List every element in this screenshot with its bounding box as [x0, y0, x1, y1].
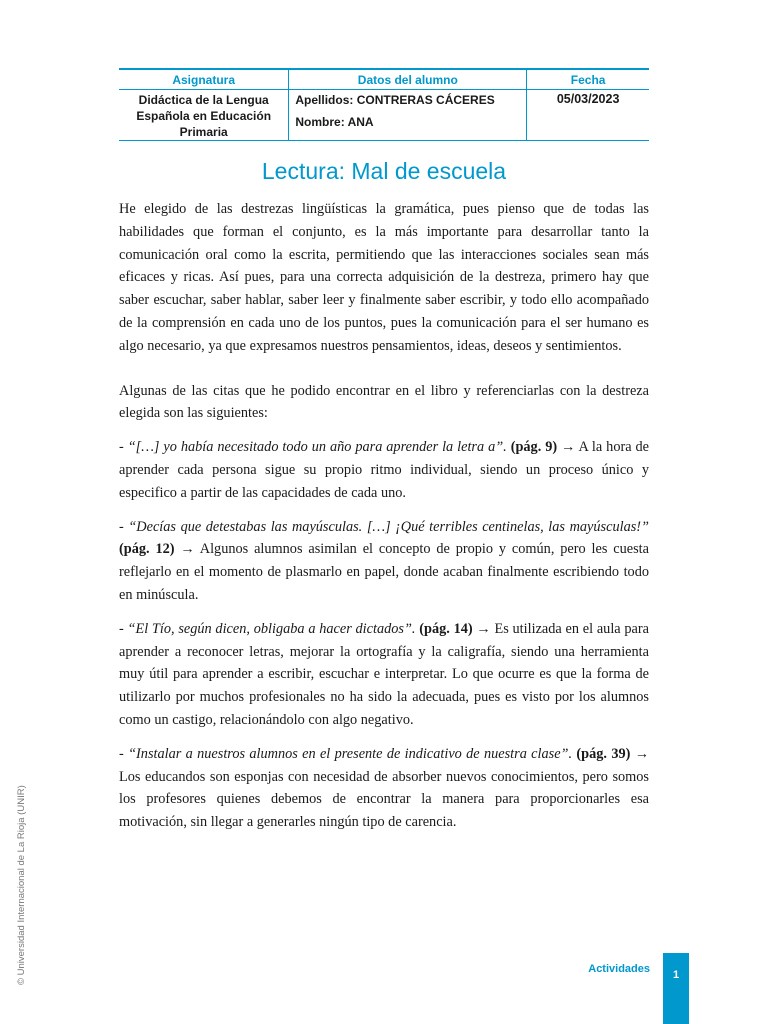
subject-column-header: Asignatura	[119, 69, 289, 90]
assignment-header-table	[119, 68, 649, 141]
citation-quote: “El Tío, según dicen, obligaba a hacer dictados”.	[127, 620, 416, 637]
citation-item	[119, 743, 649, 834]
citation-comment: → A la hora de aprender cada persona sigue su propio ritmo individual, siendo un proceso único y especifico a partir de las capacidades de cada uno.	[119, 439, 650, 501]
citation-dash: -	[119, 518, 129, 535]
citation-item	[119, 516, 649, 607]
citation-quote: “[…] yo había necesitado todo un año para aprender la letra a”.	[127, 439, 507, 456]
citation-page-ref: (pág. 14)	[419, 620, 473, 637]
citation-item	[119, 436, 649, 504]
citation-dash: -	[119, 439, 128, 456]
citation-page-ref: (pág. 9)	[510, 439, 558, 456]
citations-intro-paragraph: Algunas de las citas que he podido encontrar en el libro y referenciarlas con la destreza elegida son las siguientes:	[119, 382, 649, 422]
student-data-cell	[289, 90, 527, 141]
date-value: 05/03/2023	[527, 90, 649, 141]
citation-comment: → Es utilizada en el aula para aprender a reconocer letras, mejorar la ortografía y la caligrafía, siendo una herramienta muy útil para aprender a escribir, escuchar e interpretar. Lo que ocurre es que la forma de utilizarlo por muchos profesionales no ha sido la adecuada, pues es visto por los alumnos como un castigo, relacionándolo con algo negativo.	[119, 620, 649, 728]
date-column-header: Fecha	[527, 69, 649, 90]
citation-dash: -	[119, 745, 129, 762]
citation-page-ref: (pág. 12)	[119, 541, 175, 558]
student-name: Nombre: ANA	[295, 115, 374, 129]
page-number-tab	[663, 953, 689, 1024]
citation-comment: → Algunos alumnos asimilan el concepto de propio y común, pero les cuesta reflejarlo en el momento de plasmarlo en papel, donde acaban finalmente escribiendo todo en minúscula.	[119, 541, 649, 603]
citation-dash: -	[119, 620, 128, 637]
citation-quote: “Instalar a nuestros alumnos en el presente de indicativo de nuestra clase”.	[128, 745, 573, 762]
document-body	[119, 198, 649, 834]
student-surname: Apellidos: CONTRERAS CÁCERES	[295, 93, 495, 107]
intro-paragraph: He elegido de las destrezas lingüísticas la gramática, pues pienso que de todas las habilidades que forman el conjunto, es la más importante para desarrollar tanto la comunicación oral como la escrita, permitiendo que las interacciones sociales sean más eficaces y ricas. Así pues, para una correcta adquisición de la destreza, primero hay que saber escuchar, saber hablar, saber leer y finalmente saber escribir, y todo ello acompañado de la comprensión en cada uno de los puntos, pues la comunicación para el ser humano es algo necesario, ya que expresamos nuestros pensamientos, ideas, deseos y sentimientos.	[119, 201, 649, 354]
citation-quote: “Decías que detestabas las mayúsculas. […] ¡Qué terribles centinelas, las mayúsculas!”	[128, 518, 649, 535]
page-number: 1	[672, 969, 680, 981]
citation-item	[119, 618, 649, 732]
student-column-header: Datos del alumno	[289, 69, 527, 90]
footer-section-label: Actividades	[588, 963, 650, 975]
document-title: Lectura: Mal de escuela	[261, 158, 507, 184]
copyright-notice: © Universidad Internacional de La Rioja (UNIR)	[16, 785, 27, 985]
citation-page-ref: (pág. 39)	[576, 745, 631, 762]
citation-comment: → Los educandos son esponjas con necesidad de absorber nuevos conocimientos, pero somos los profesores quienes debemos de encontrar la manera para proporcionarles esa motivación, sin llegar a generarles ningún tipo de carencia.	[119, 745, 649, 831]
subject-value: Didáctica de la Lengua Española en Educación Primaria	[119, 90, 289, 141]
